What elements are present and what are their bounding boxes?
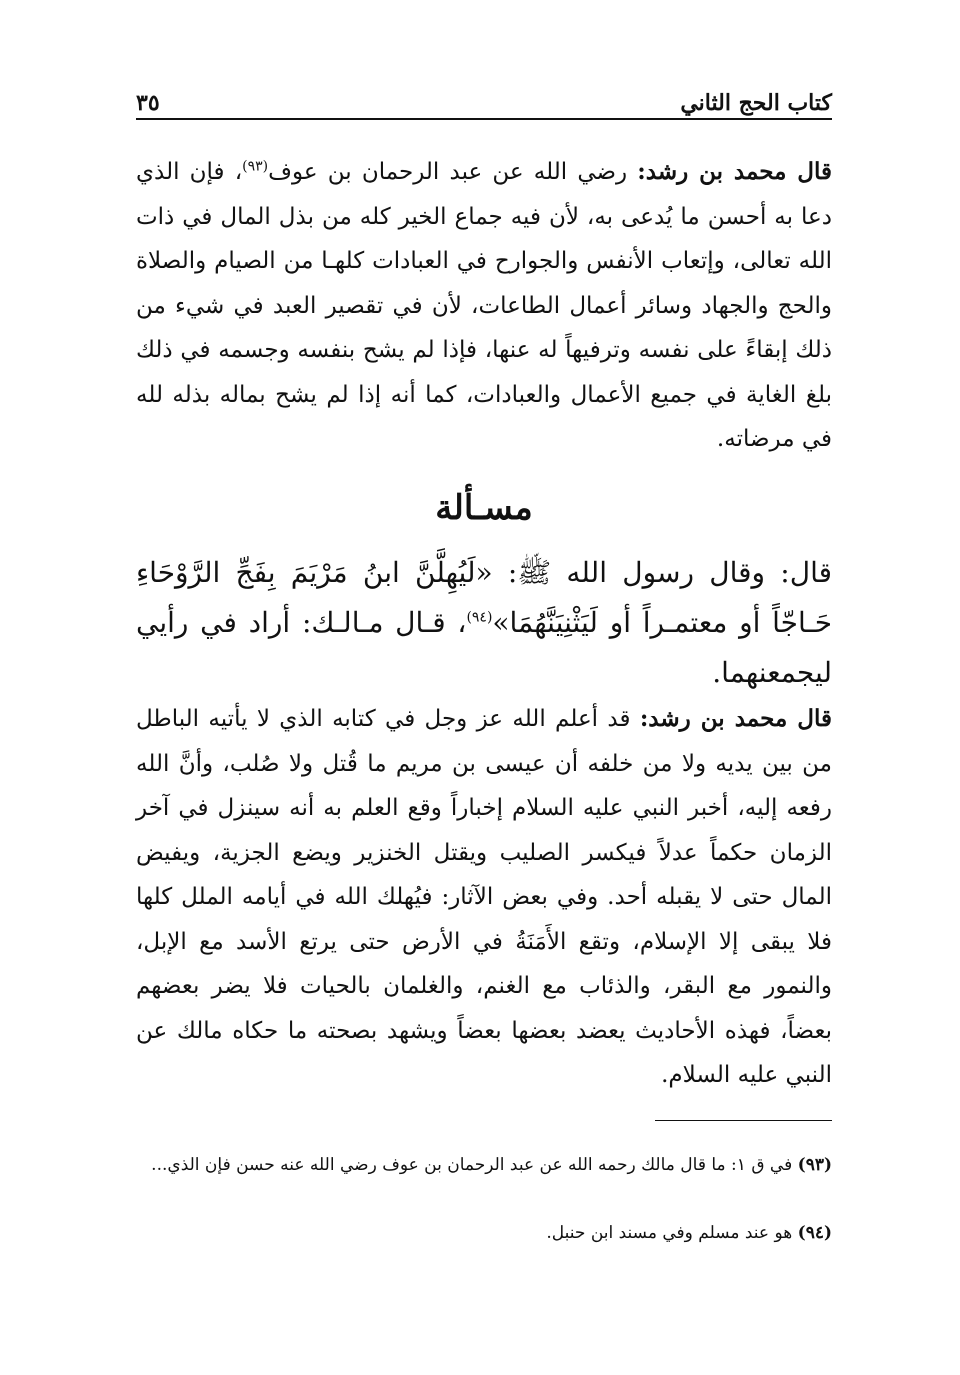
paragraph-text-part2: ، فإن الذي دعا به أحسن ما يُدعى به، لأن فيه جماع الخير كله من بذل المال في ذات الله تعالى، وإتعاب الأنفس والجوارح في العبادات كلهـا من الصيام والصلاة والحج والجهاد وسائر أعمال الطاعات، لأن في تقصير العبد في شيء من ذلك إبقاءً على نفسه وترفيهاً له عنها، فإذا لم يشح بنفسه وجسمه في ذلك بلغ الغاية في جميع الأعمال والعبادات، كما أنه إذا لم يشح بماله بذله لله في مرضاته. <box>136 159 832 452</box>
footnote-93 <box>136 1150 832 1180</box>
page-header <box>136 82 832 116</box>
footnote-ref-94[interactable]: (٩٤) <box>466 609 493 626</box>
paragraph-text-part1: رضي الله عن عبد الرحمان بن عوف <box>268 159 638 185</box>
hadith-text-part1: قال: وقال رسول الله ﷺ: «لَيُهِلَّنَّ ابنُ مَرْيَمَ بِفَجِّ الرَّوْحَاءِ حَـاجّاً أو معتمـراً أو لَيَثْنِيَنَّهُمَا» <box>136 556 832 639</box>
paragraph-lead: قال محمد بن رشد: <box>637 158 832 185</box>
page-number: ٣٥ <box>136 90 160 116</box>
footnote-ref-93[interactable]: (٩٣) <box>242 158 269 175</box>
paragraph-text: قد أعلم الله عز وجل في كتابه الذي لا يأتيه الباطل من بين يديه ولا من خلفه أن عيسى بن مريم ما قُتل ولا صُلب، وأنَّ الله رفعه إليه، أخبر النبي عليه السلام إخباراً وقع العلم به أنه سينزل في آخر الزمان حكماً عدلاً فيكسر الصليب ويقتل الخنزير ويضع الجزية، ويفيض المال حتى لا يقبله أحد. وفي بعض الآثار: فيُهلك الله في أيامه الملل كلها فلا يبقى إلا الإسلام، وتقع الأَمَنَةُ في الأرض حتى يرتع الأسد مع الإبل، والنمور مع البقر، والذئاب مع الغنم، والغلمان بالحيات فلا يضر بعضهم بعضاً، فهذه الأحاديث يعضد بعضها بعضاً ويشهد بصحته ما حكاه مالك عن النبي عليه السلام. <box>136 706 832 1088</box>
footnote-number: (٩٣) <box>797 1155 832 1175</box>
footnote-number: (٩٤) <box>797 1223 832 1243</box>
commentary-paragraph-2 <box>136 697 832 1098</box>
footnote-94 <box>136 1218 832 1248</box>
hadith-text-part2: ، قـال مـالـك: أراد في رأيي ليجمعنهما. <box>136 606 832 689</box>
section-heading: مسـألة <box>435 488 533 528</box>
hadith-paragraph <box>136 548 832 698</box>
commentary-paragraph-1 <box>136 150 832 462</box>
running-title: كتاب الحج الثاني <box>680 90 832 116</box>
footnote-text: هو عند مسلم وفي مسند ابن حنبل. <box>546 1223 798 1243</box>
footnote-text: في ق ١: ما قال مالك رحمه الله عن عبد الرحمان بن عوف رضي الله عنه حسن فإن الذي... <box>151 1155 798 1175</box>
header-rule <box>136 118 832 120</box>
footnote-rule <box>655 1120 832 1121</box>
paragraph-lead: قال محمد بن رشد: <box>639 705 833 732</box>
